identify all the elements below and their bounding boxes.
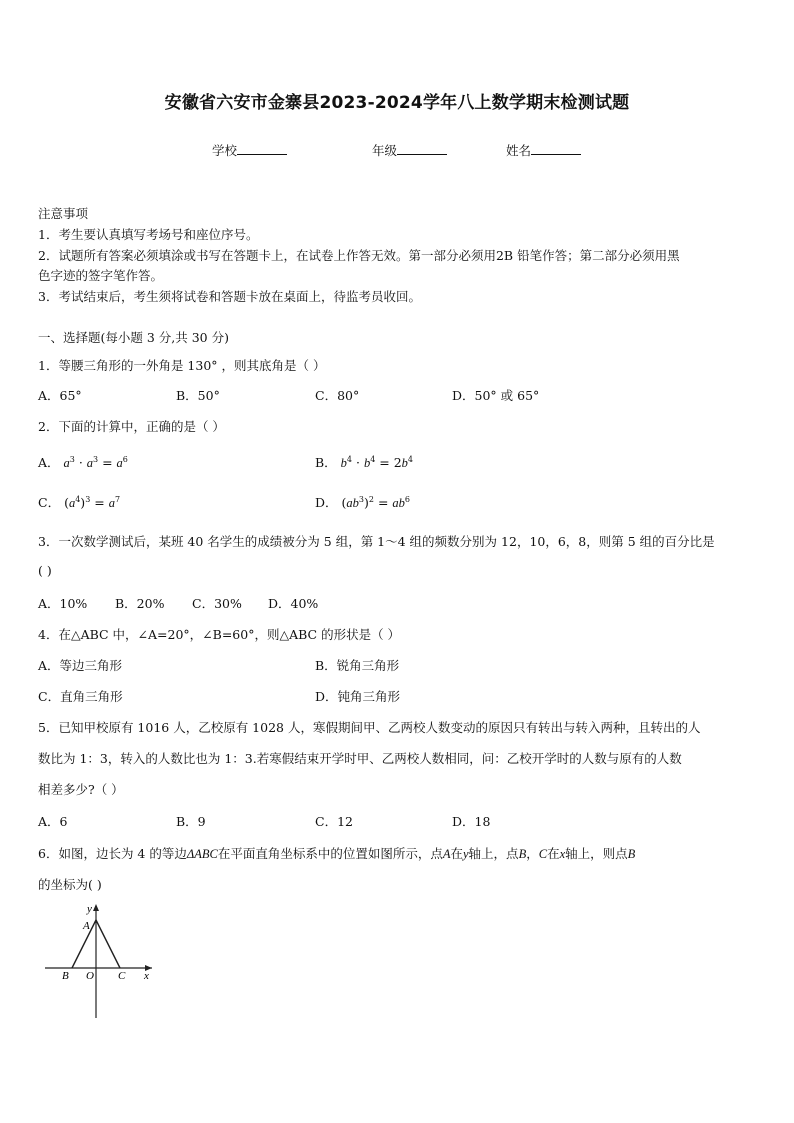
school-blank[interactable] xyxy=(237,143,287,155)
q4-option-c[interactable]: C．直角三角形 xyxy=(38,689,123,704)
q5-option-b[interactable]: B．9 xyxy=(176,814,206,829)
q6-text: ， xyxy=(526,846,539,861)
grade-blank[interactable] xyxy=(397,143,447,155)
question-3-paren: ( ) xyxy=(38,563,52,578)
note-item: 3．考试结束后，考生须将试卷和答题卡放在桌面上，待监考员收回。 xyxy=(38,289,421,304)
q4-option-d[interactable]: D．钝角三角形 xyxy=(315,689,401,704)
q1-option-c[interactable]: C．80° xyxy=(315,388,360,403)
q2-option-b-formula: $b^4 \cdot b^4 = 2b^4$ xyxy=(340,454,413,470)
q6-text: 轴上，点 xyxy=(468,846,519,861)
q5-option-c[interactable]: C．12 xyxy=(315,814,353,829)
q6-axis-x: x xyxy=(559,847,566,861)
q2-option-a-formula: $a^3 \cdot a^3 = a^6$ xyxy=(63,454,128,470)
name-label: 姓名 xyxy=(506,143,532,158)
q2-option-a-label: A． xyxy=(38,455,60,470)
section-heading: 一、选择题(每小题 3 分,共 30 分) xyxy=(38,330,229,345)
q3-option-c[interactable]: C．30% xyxy=(192,596,242,611)
q6-point-c: C xyxy=(538,847,548,861)
fig-label-o: O xyxy=(86,970,94,982)
q6-triangle: ΔABC xyxy=(186,847,218,861)
q6-figure xyxy=(40,898,160,1022)
question-2-stem: 2．下面的计算中，正确的是（ ） xyxy=(38,419,225,434)
q2-option-a[interactable] xyxy=(38,453,128,471)
fig-label-c: C xyxy=(118,970,126,982)
q6-point-b: B xyxy=(627,847,636,861)
q2-option-c-formula: $(a^4)^3 = a^7$ xyxy=(64,494,121,510)
q6-text: 在平面直角坐标系中的位置如图所示，点 xyxy=(217,846,443,861)
q6-text: 在 xyxy=(450,846,463,861)
q5-option-d[interactable]: D．18 xyxy=(452,814,491,829)
q3-option-b[interactable]: B．20% xyxy=(115,596,165,611)
q6-point-b: B xyxy=(518,847,527,861)
q3-option-a[interactable]: A．10% xyxy=(38,596,88,611)
q3-option-d[interactable]: D．40% xyxy=(268,596,319,611)
grade-label: 年级 xyxy=(372,143,398,158)
q5-option-a[interactable]: A．6 xyxy=(38,814,68,829)
q6-point-a: A xyxy=(442,847,451,861)
q2-option-c-label: C． xyxy=(38,495,61,510)
fig-label-x: x xyxy=(144,970,149,982)
page-title: 安徽省六安市金寨县2023-2024学年八上数学期末检测试题 xyxy=(164,93,630,113)
y-axis-arrow xyxy=(93,904,99,911)
q4-option-b[interactable]: B．锐角三角形 xyxy=(315,658,400,673)
question-3-stem: 3．一次数学测试后，某班 40 名学生的成绩被分为 5 组，第 1～4 组的频数分别为 12，10，6，8，则第 5 组的百分比是 xyxy=(38,534,715,549)
grade-field[interactable] xyxy=(372,141,447,159)
q6-axis-y: y xyxy=(462,847,469,861)
name-blank[interactable] xyxy=(531,143,581,155)
school-label: 学校 xyxy=(212,143,238,158)
note-item: 色字迹的签字笔作答。 xyxy=(38,268,164,283)
q6-text: 在 xyxy=(547,846,560,861)
q1-option-b[interactable]: B．50° xyxy=(176,388,220,403)
q4-option-a[interactable]: A．等边三角形 xyxy=(38,658,123,673)
q1-option-a[interactable]: A．65° xyxy=(38,388,82,403)
question-6-line2: 的坐标为( ) xyxy=(38,877,102,892)
note-item: 1．考生要认真填写考场号和座位序号。 xyxy=(38,227,259,242)
question-5-line1: 5．已知甲校原有 1016 人，乙校原有 1028 人，寒假期间甲、乙两校人数变动的原因只有转出与转入两种，且转出的人 xyxy=(38,720,701,735)
q6-text: 轴上，则点 xyxy=(565,846,628,861)
fig-label-a: A xyxy=(83,920,90,932)
question-1-stem: 1．等腰三角形的一外角是 130° ，则其底角是（ ） xyxy=(38,358,326,373)
notes-heading: 注意事项 xyxy=(38,206,89,221)
question-5-line2: 数比为 1：3，转入的人数比也为 1：3.若寒假结束开学时甲、乙两校人数相同，问：乙校开学时的人数与原有的人数 xyxy=(38,751,682,766)
fig-label-b: B xyxy=(62,970,69,982)
q2-option-d-formula: $(ab^3)^2 = ab^6$ xyxy=(341,494,410,510)
question-4-stem: 4．在△ABC 中，∠A=20°，∠B=60°，则△ABC 的形状是（ ） xyxy=(38,627,401,642)
school-field[interactable] xyxy=(212,141,287,159)
q6-text: 6．如图，边长为 4 的等边 xyxy=(38,846,187,861)
note-item: 2．试题所有答案必须填涂或书写在答题卡上，在试卷上作答无效。第一部分必须用2B 铅笔作答；第二部分必须用黑 xyxy=(38,248,680,263)
question-6-line1 xyxy=(38,844,635,862)
q1-option-d[interactable]: D．50° 或 65° xyxy=(452,388,540,403)
q2-option-b-label: B． xyxy=(315,455,337,470)
q2-option-d[interactable] xyxy=(315,493,410,511)
name-field[interactable] xyxy=(506,141,581,159)
question-5-line3: 相差多少?（ ） xyxy=(38,782,124,797)
q2-option-d-label: D． xyxy=(315,495,338,510)
fig-label-y: y xyxy=(87,903,92,915)
q2-option-b[interactable] xyxy=(315,453,413,471)
q2-option-c[interactable] xyxy=(38,493,120,511)
